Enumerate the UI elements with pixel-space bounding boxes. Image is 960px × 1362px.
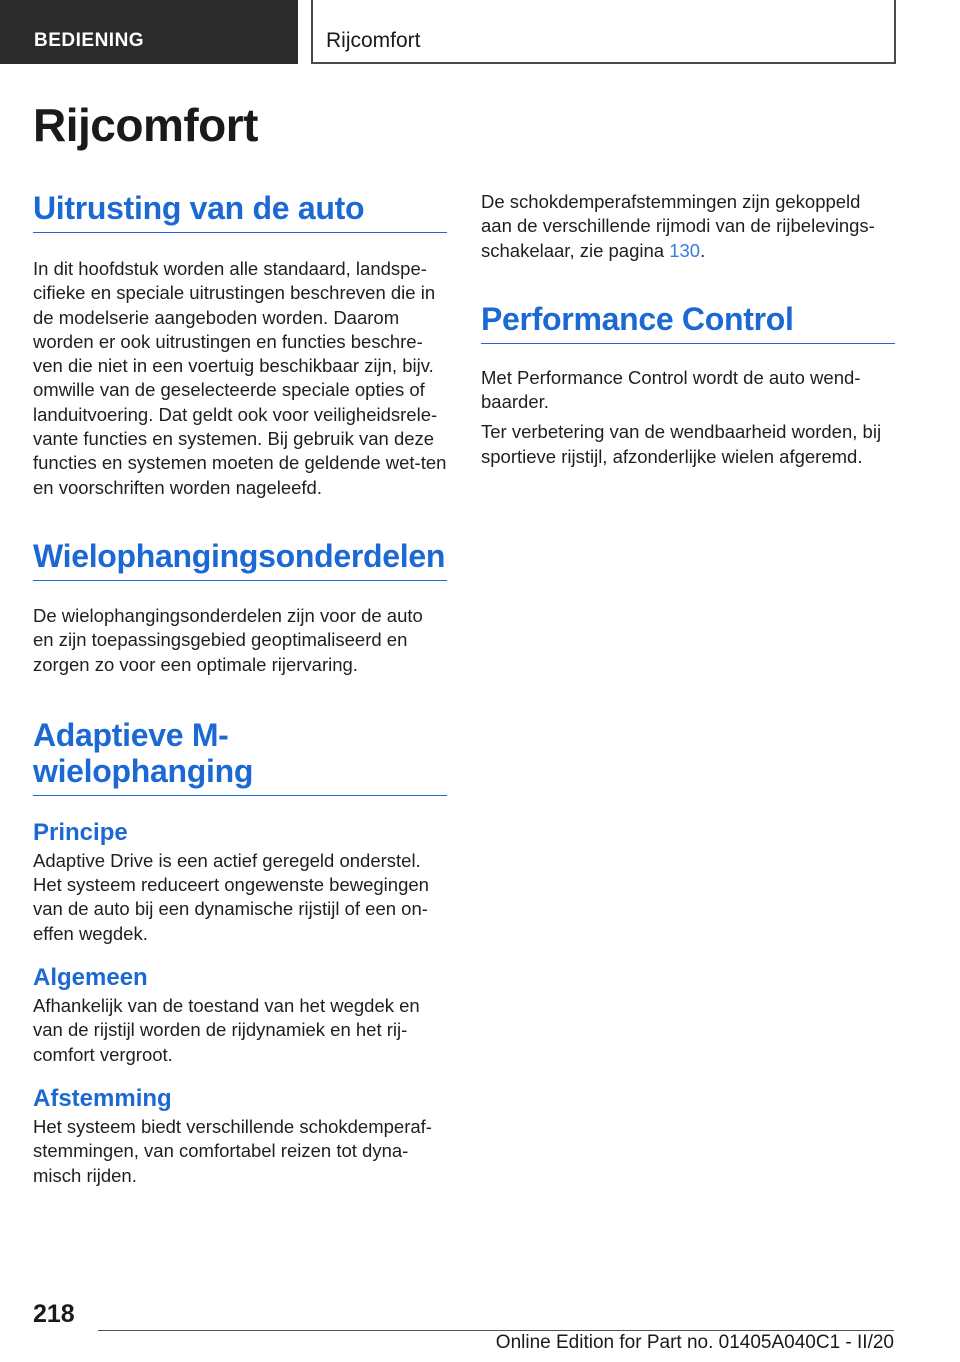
heading-wielophangingsonderdelen: Wielophangingsonderdelen: [33, 538, 447, 581]
page-reference-link[interactable]: 130: [669, 239, 701, 261]
paragraph-uitrusting: In dit hoofdstuk worden alle standaard, landspe-cifieke en speciale uitrustingen beschreven die in de modelserie aangeboden worden. Daarom worden er ook uitrustingen en functies beschre-ven die niet in een voertuig beschikbaar zijn, bijv. omwille van de geselecteerde speciale opties of landuitvoering. Dat geldt ook voor veiligheidsrele-vante functies en systemen. Bij gebruik van deze functies en systemen moeten de geldende wet-ten en voorschriften worden nageleefd.: [33, 258, 447, 498]
header-section-tab: [0, 0, 298, 64]
header-chapter-box: [311, 0, 896, 64]
subheading-principe: Principe: [33, 818, 128, 846]
heading-uitrusting: Uitrusting van de auto: [33, 190, 447, 233]
subheading-afstemming: Afstemming: [33, 1084, 172, 1112]
header-section-label: BEDIENING: [34, 30, 145, 51]
paragraph-schokdemper-end: .: [700, 239, 706, 261]
paragraph-performance-1: Met Performance Control wordt de auto wend-baarder.: [481, 366, 861, 413]
paragraph-wielophangingsonderdelen: De wielophangingsonderdelen zijn voor de auto en zijn toepassingsgebied geoptimaliseerd en zorgen zo voor een optimale rijervaring.: [33, 604, 423, 675]
heading-adaptieve-wielophanging: Adaptieve M-wielophanging: [33, 717, 447, 796]
paragraph-algemeen: Afhankelijk van de toestand van het wegdek en van de rijstijl worden de rijdynamiek en het rij-comfort vergroot.: [33, 995, 420, 1065]
paragraph-performance-2: Ter verbetering van de wendbaarheid worden, bij sportieve rijstijl, afzonderlijke wielen afgeremd.: [481, 421, 882, 467]
paragraph-schokdemper-text: De schokdemperafstemmingen zijn gekoppeld aan de verschillende rijmodi van de rijbelevings-schakelaar, zie pagina: [481, 191, 875, 261]
footer-edition: Online Edition for Part no. 01405A040C1 - II/20: [495, 1332, 894, 1353]
right-column: [481, 190, 895, 469]
paragraph-afstemming: Het systeem biedt verschillende schokdemperaf-stemmingen, van comfortabel reizen tot dyna-misch rijden.: [33, 1115, 432, 1186]
left-column: [33, 190, 447, 1188]
paragraph-principe: Adaptive Drive is een actief geregeld onderstel. Het systeem reduceert ongewenste bewegingen van de auto bij een dynamische rijstijl of een on-effen wegdek.: [33, 849, 429, 944]
heading-performance-control: Performance Control: [481, 301, 895, 344]
paragraph-schokdemper: [481, 190, 895, 263]
page-number: 218: [33, 1300, 75, 1328]
footer-divider: [98, 1330, 894, 1331]
subheading-algemeen: Algemeen: [33, 964, 148, 992]
page-title: Rijcomfort: [33, 99, 258, 151]
header-chapter-label: Rijcomfort: [326, 29, 421, 52]
